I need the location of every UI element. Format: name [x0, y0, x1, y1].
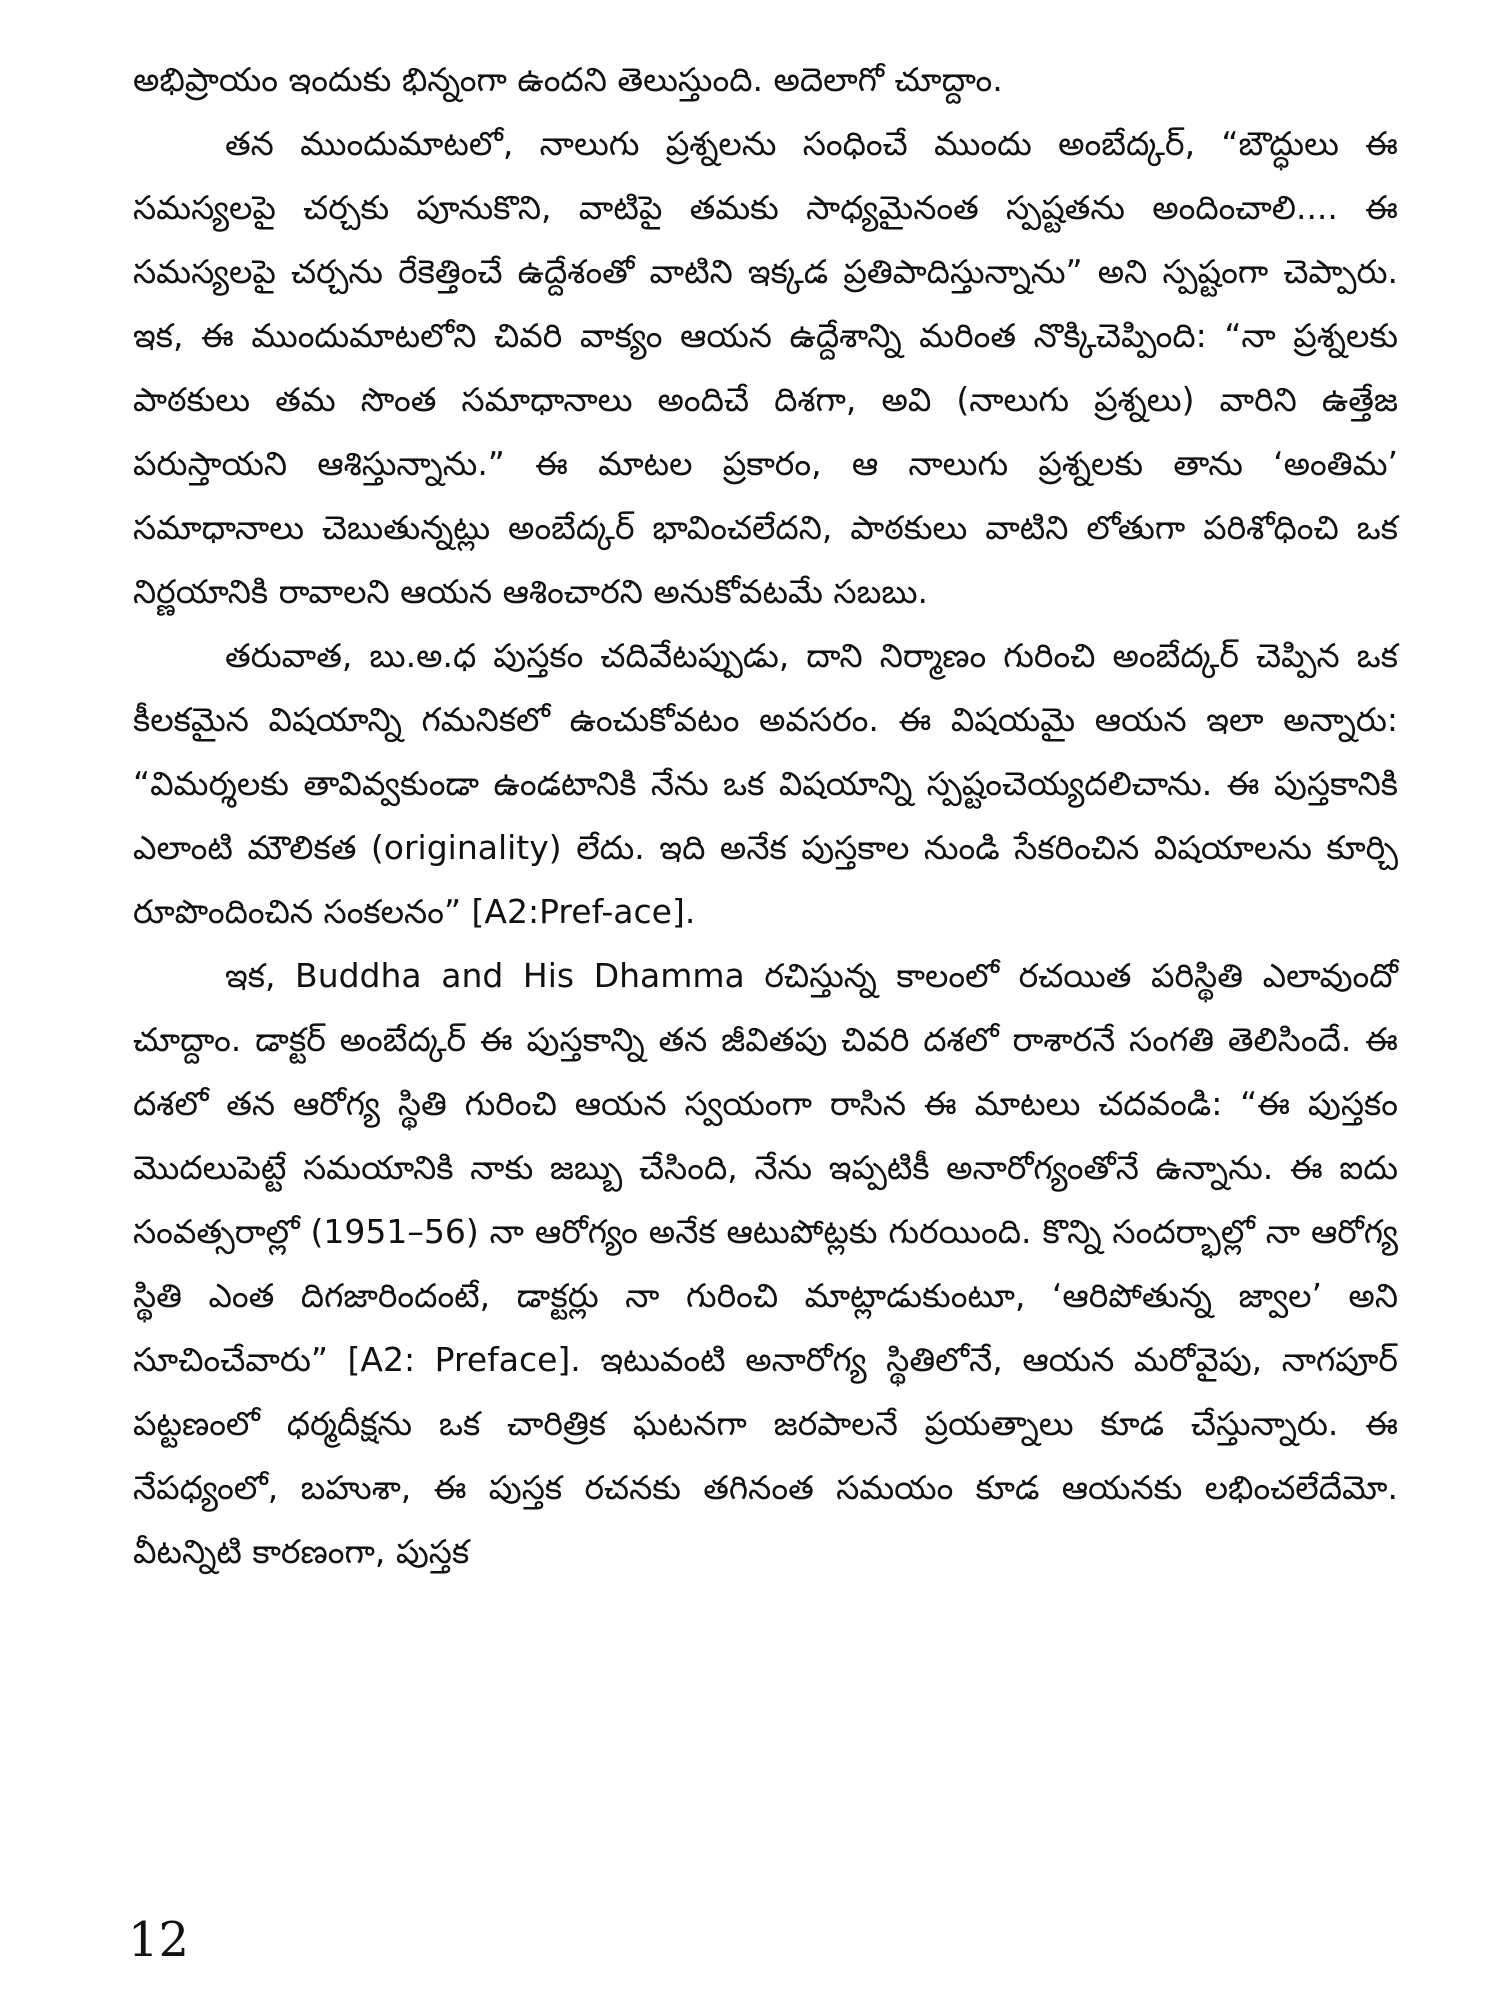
page-number: 12: [128, 1912, 190, 1968]
paragraph-4: ఇక, Buddha and His Dhamma రచిస్తున్న కాలంలో రచయిత పరిస్థితి ఎలావుందో చూద్దాం. డాక్టర్ అంబేద్కర్ ఈ పుస్తకాన్ని తన జీవితపు చివరి దశలో రాశారనే సంగతి తెలిసిందే. ఈ దశలో తన ఆరోగ్య స్థితి గురించి ఆయన స్వయంగా రాసిన ఈ మాటలు చదవండి: “ఈ పుస్తకం మొదలుపెట్టే సమయానికి నాకు జబ్బు చేసింది, నేను ఇప్పటికీ అనారోగ్యంతోనే ఉన్నాను. ఈ ఐదు సంవత్సరాల్లో (1951–56) నా ఆరోగ్యం అనేక ఆటుపోట్లకు గురయింది. కొన్ని సందర్భాల్లో నా ఆరోగ్య స్థితి ఎంత దిగజారిందంటే, డాక్టర్లు నా గురించి మాట్లాడుకుంటూ, ‘ఆరిపోతున్న జ్వాల’ అని సూచించేవారు” [A2: Preface]. ఇటువంటి అనారోగ్య స్థితిలోనే, ఆయన మరోవైపు, నాగపూర్ పట్టణంలో ధర్మదీక్షను ఒక చారిత్రిక ఘటనగా జరపాలనే ప్రయత్నాలు కూడ చేస్తున్నారు. ఈ నేపధ్యంలో, బహుశా, ఈ పుస్తక రచనకు తగినంత సమయం కూడ ఆయనకు లభించలేదేమో. వీటన్నిటి కారణంగా, పుస్తక: [133, 956, 1398, 1571]
paragraph-1: అభిప్రాయం ఇందుకు భిన్నంగా ఉందని తెలుస్తుంది. అదెలాగో చూద్దాం.: [133, 60, 1003, 99]
paragraph-2: తన ముందుమాటలో, నాలుగు ప్రశ్నలను సంధించే ముందు అంబేద్కర్, “బౌద్ధులు ఈ సమస్యలపై చర్చకు పూనుకొని, వాటిపై తమకు సాధ్యమైనంత స్పష్టతను అందించాలి.... ఈ సమస్యలపై చర్చను రేకెత్తించే ఉద్దేశంతో వాటిని ఇక్కడ ప్రతిపాదిస్తున్నాను” అని స్పష్టంగా చెప్పారు. ఇక, ఈ ముందుమాటలోని చివరి వాక్యం ఆయన ఉద్దేశాన్ని మరింత నొక్కిచెప్పింది: “నా ప్రశ్నలకు పాఠకులు తమ సొంత సమాధానాలు అందిచే దిశగా, అవి (నాలుగు ప్రశ్నలు) వారిని ఉత్తేజ పరుస్తాయని ఆశిస్తున్నాను.” ఈ మాటల ప్రకారం, ఆ నాలుగు ప్రశ్నలకు తాను ‘అంతిమ’ సమాధానాలు చెబుతున్నట్లు అంబేద్కర్ భావించలేదని, పాఠకులు వాటిని లోతుగా పరిశోధించి ఒక నిర్ణయానికి రావాలని ఆయన ఆశించారని అనుకోవటమే సబబు.: [133, 124, 1398, 611]
paragraph-3: తరువాత, బు.అ.ధ పుస్తకం చదివేటప్పుడు, దాని నిర్మాణం గురించి అంబేద్కర్ చెప్పిన ఒక కీలకమైన విషయాన్ని గమనికలో ఉంచుకోవటం అవసరం. ఈ విషయమై ఆయన ఇలా అన్నారు: “విమర్శలకు తావివ్వకుండా ఉండటానికి నేను ఒక విషయాన్ని స్పష్టంచెయ్యదలిచాను. ఈ పుస్తకానికి ఎలాంటి మౌలికత (originality) లేదు. ఇది అనేక పుస్తకాల నుండి సేకరించిన విషయాలను కూర్చి రూపొందించిన సంకలనం” [A2:Pref-ace].: [133, 636, 1398, 931]
page-body-text: [133, 48, 1398, 1584]
